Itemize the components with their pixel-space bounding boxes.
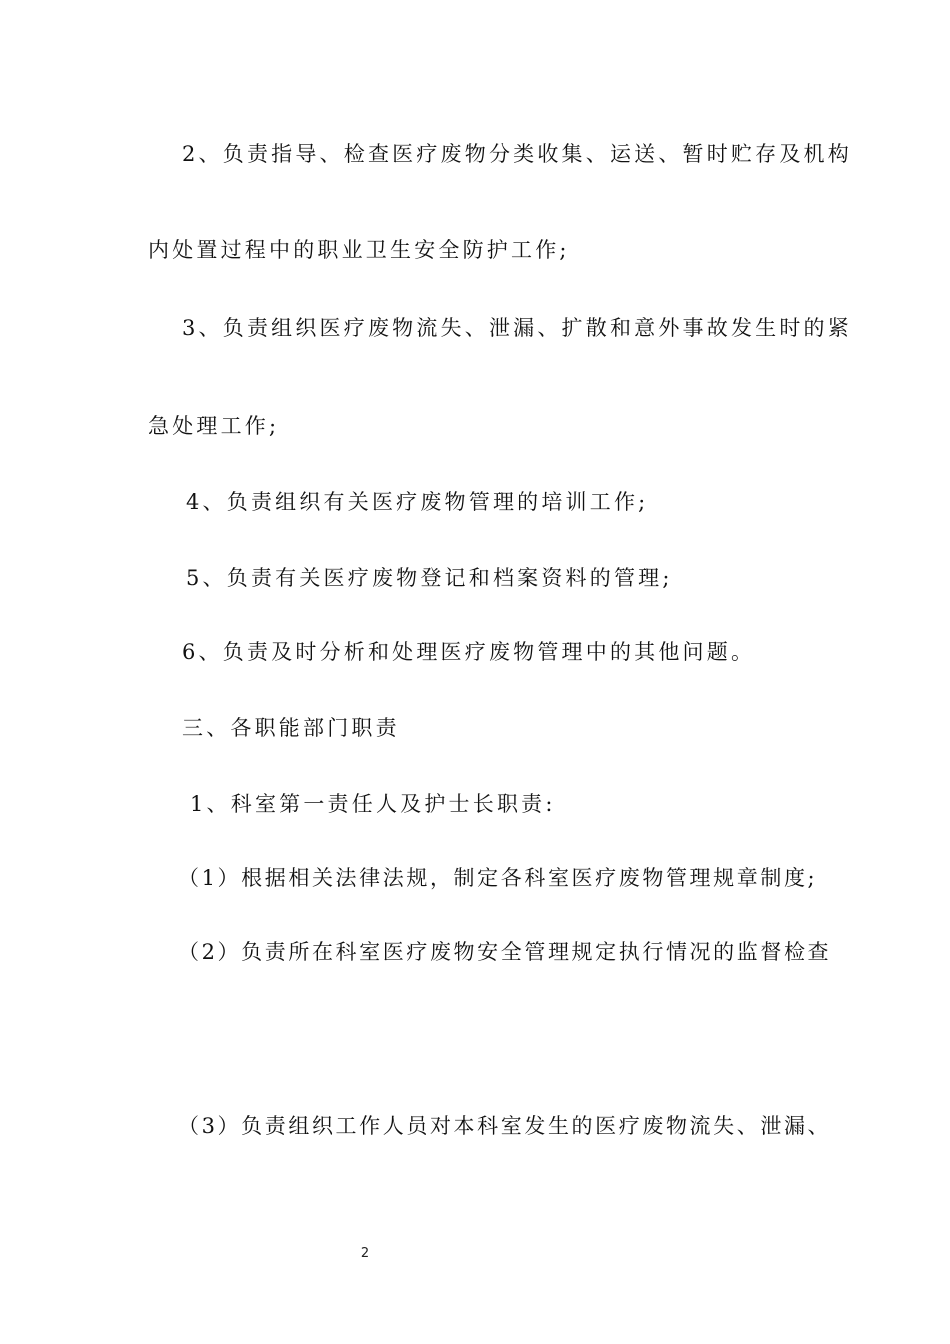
paragraph-line-2: 内处置过程中的职业卫生安全防护工作; (148, 238, 570, 262)
paragraph-line-5: 4、负责组织有关医疗废物管理的培训工作; (186, 490, 649, 514)
paragraph-line-1: 2、负责指导、检查医疗废物分类收集、运送、暂时贮存及机构 (182, 142, 852, 166)
paragraph-line-4: 急处理工作; (148, 414, 280, 438)
paragraph-line-7: 6、负责及时分析和处理医疗废物管理中的其他问题。 (182, 640, 756, 664)
subsection-heading: 1、科室第一责任人及护士长职责: (190, 792, 556, 816)
section-heading: 三、各职能部门职责 (182, 716, 400, 740)
paragraph-line-11: （2）负责所在科室医疗废物安全管理规定执行情况的监督检查 (178, 940, 832, 964)
page-number: 2 (360, 1246, 370, 1261)
paragraph-line-12: （3）负责组织工作人员对本科室发生的医疗废物流失、泄漏、 (178, 1114, 832, 1138)
paragraph-line-10: （1）根据相关法律法规，制定各科室医疗废物管理规章制度; (178, 866, 818, 890)
paragraph-line-6: 5、负责有关医疗废物登记和档案资料的管理; (186, 566, 673, 590)
paragraph-line-3: 3、负责组织医疗废物流失、泄漏、扩散和意外事故发生时的紧 (182, 316, 852, 340)
